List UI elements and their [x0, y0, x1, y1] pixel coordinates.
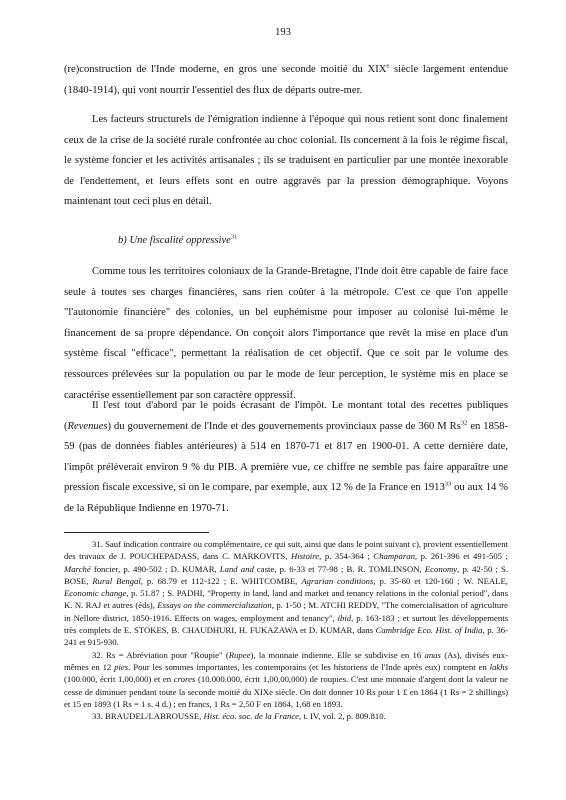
- footnote-33: 33. BRAUDEL/LABROUSSE, Hist. éco. soc. de la France, t. IV, vol. 2, p. 809.810.: [92, 711, 386, 722]
- paragraph-3: [64, 262, 508, 406]
- p2-text: Les facteurs structurels de l'émigration indienne à l'époque qui nous retient sont donc finalement ceux de la crise de la société rurale confrontée au choc colonial. Ils concernent à la fois le régime fiscal, le système foncier et les activités artisanales ; ils se traduisent en particulier par une montée inexorable de l'endettement, et leurs effets sont en outre aggravés par la pression démographique. Voyons maintenant tout ceci plus en détail.: [64, 114, 508, 208]
- p4-text-c: en 1858-59 (pas de données fiables antérieures) à 514 en 1870-71 et 817 en 1900-01. A cette dernière date, l'impôt prélèverait environ 9 % du PIB. A première vue, ce chiffre ne semble pas faire apparaître une pression fiscale excessive, si on le compare, par exemple, aux 12 % de la France en 1913: [64, 420, 508, 494]
- p1-text-b: siècle largement entendue (1840-1914), qui vont nourrir l'essentiel des flux de départs outre-mer.: [64, 64, 508, 96]
- footnote-separator: [64, 532, 209, 533]
- page-number: 193: [275, 27, 291, 38]
- p4-footnote-ref-33: 33: [444, 480, 452, 488]
- footnote-31: 31. Sauf indication contraire ou complémentaire, ce qui suit, ainsi que dans le point suivant c), provient essentiellement des travaux de J. POUCHEPADASS, dans C. MARKOVITS, Histoire, p. 354-364 ; Champaran, p. 261-396 et 491-505 ; Marché foncier, p. 490-502 ; D. KUMAR, Land and caste, p. 6-33 et 77-98 ; B. R. TOMLINSON, Economy, p. 42-50 ; S. BOSE, Rural Bengal, p. 68.79 et 112-122 ; E. WHITCOMBE, Agrarian conditions, p. 35-60 et 120-160 ; W. NEALE, Economic change, p. 51.87 ; S. PADHI, "Property in land, land and market and tenancy relations in the colonial period", dans K. N. RAJ et autres (éds), Essays on the commercialization, p. 1-50 ; M. ATCHI REDDY, "The comercialisation of agriculture in Nellore district, 1850-1916. Effects on wages, employment and tenancy", ibid, p. 163-183 ; et surtout les développements très complets de E. STOKES, B. CHAUDHURI, H. FUKAZAWA et D. KUMAR, dans Cambridge Eco. Hist. of India, p. 36-241 et 915-930.: [64, 539, 509, 648]
- p4-footnote-ref-32: 32: [460, 419, 468, 427]
- paragraph-4: [64, 396, 508, 520]
- p4-text-a: Il l'est tout d'abord par le poids écrasant de l'impôt. Le montant total des recettes publiques (: [64, 400, 508, 432]
- paragraph-1: [64, 60, 508, 101]
- heading-footnote-ref: 31: [230, 233, 238, 241]
- p4-italic-revenues: Revenues: [67, 420, 108, 432]
- section-heading: [118, 235, 237, 246]
- p4-text-d: ou aux 14 % de la République Indienne en 1970-71.: [64, 482, 509, 514]
- paragraph-2: [64, 110, 508, 213]
- footnotes: [64, 538, 508, 722]
- footnote-32: 32. Rs = Abréviation pour "Roupie" (Rupee), la monnaie indienne. Elle se subdivise en 16 anas (As), divisés eux-mêmes en 12 pies. Pour les sommes importantes, les contemporains (et les historiens de l'Inde après eux) comptent en lakhs (100.000, écrit 1,00,000) et en crores (10.000.000, écrit 1,00,00,000) de roupies. C'est une monnaie d'argent dont la valeur ne cesse de diminuer pendant toute la seconde moitié du XIXe siècle. On doit donner 10 Rs pour 1 £ en 1864 (1 Rs = 2 shillings) et 15 en 1893 (1 Rs = 1 s. 4 d.) ; en francs, 1 Rs = 2,50 F en 1864, 1,68 en 1893.: [64, 649, 508, 709]
- p3-text: Comme tous les territoires coloniaux de la Grande-Bretagne, l'Inde doit être capable de faire face seule à toutes ses charges financières, sans rien coûter à la métropole. C'est ce que l'on appelle "l'autonomie financière" des colonies, un bel euphémisme pour imposer au colonisé lui-même le financement de sa propre dépendance. On conçoit alors l'importance que revêt la mise en place d'un système fiscal "efficace", permettant la réalisation de cet objectif. Que ce soit par le volume des ressources prélevées sur la population ou par le mode de leur perception, le système mis en place se caractérise essentiellement par son caractère oppressif.: [64, 266, 508, 401]
- p4-text-b: ) du gouvernement de l'Inde et des gouvernements provinciaux passe de 360 M Rs: [107, 420, 461, 432]
- heading-text: b) Une fiscalité oppressive: [118, 235, 231, 246]
- p1-superscript: e: [386, 62, 390, 70]
- p1-text-a: (re)construction de l'Inde moderne, en gros une seconde moitié du XIX: [64, 64, 387, 75]
